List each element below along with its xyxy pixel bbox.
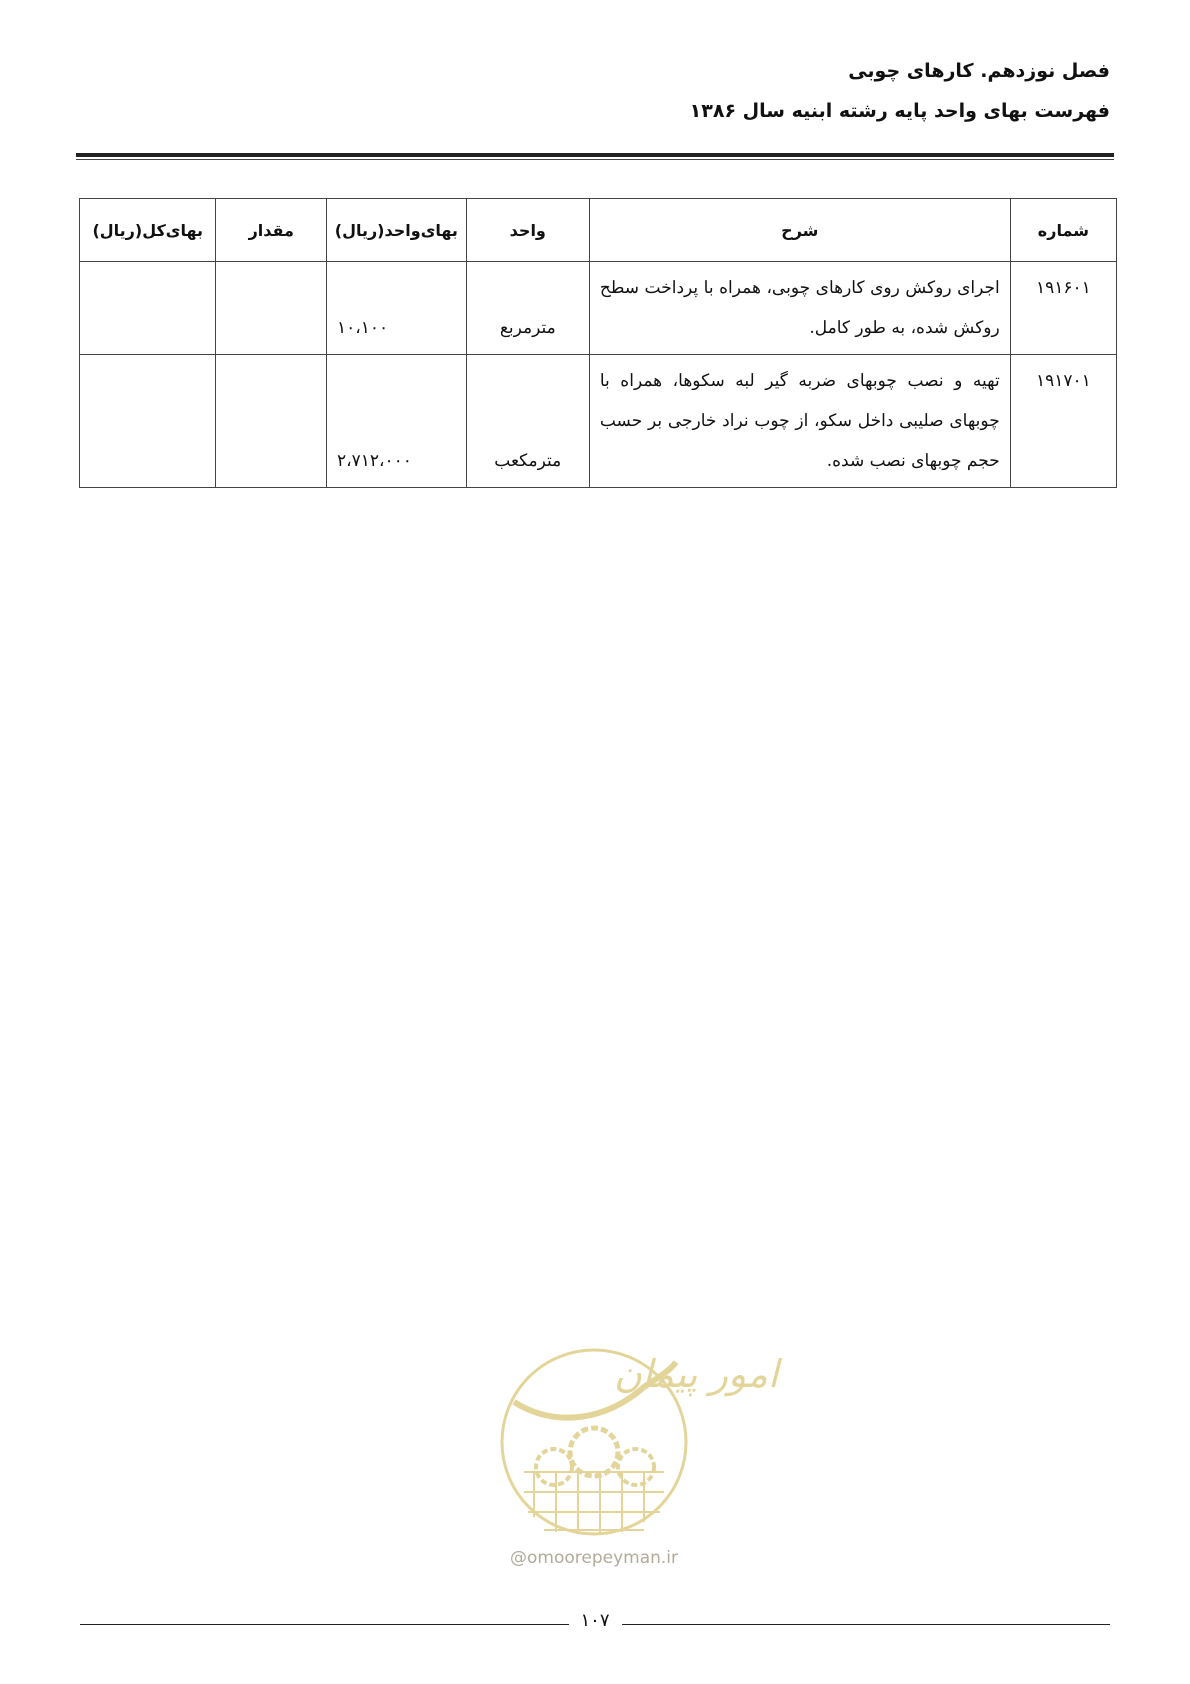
row-unit-price: ۱۰،۱۰۰ [327, 262, 467, 355]
row-number: ۱۹۱۷۰۱ [1010, 355, 1116, 488]
page-header [690, 60, 1110, 122]
row-number: ۱۹۱۶۰۱ [1010, 262, 1116, 355]
row-unit-price: ۲،۷۱۲،۰۰۰ [327, 355, 467, 488]
header-description: شرح [589, 199, 1010, 262]
row-unit: مترمربع [466, 262, 589, 355]
row-quantity [216, 262, 327, 355]
table-header-row [80, 199, 1117, 262]
chapter-title: فصل نوزدهم. کارهای چوبی [848, 60, 1110, 82]
table-row [80, 262, 1117, 355]
row-unit: مترمکعب [466, 355, 589, 488]
watermark-logo-text: امور پیمان [614, 1352, 779, 1396]
header-total-price: بهای‌کل(ریال) [80, 199, 216, 262]
page-footer [80, 1608, 1110, 1638]
row-description: تهیه و نصب چوبهای ضربه گیر لبه سکوها، همراه با چوبهای صلیبی داخل سکو، از چوب نراد خارجی بر حسب حجم چوبهای نصب شده. [589, 355, 1010, 488]
watermark-logo [494, 1332, 779, 1562]
header-rule-thick [76, 153, 1114, 157]
row-total-price [80, 355, 216, 488]
document-title: فهرست بهای واحد پایه رشته ابنیه سال ۱۳۸۶ [689, 100, 1110, 122]
row-quantity [216, 355, 327, 488]
row-description: اجرای روکش روی کارهای چوبی، همراه با پرداخت سطح روکش شده، به طور کامل. [589, 262, 1010, 355]
price-table [79, 198, 1117, 488]
header-quantity: مقدار [216, 199, 327, 262]
header-number: شماره [1010, 199, 1116, 262]
header-rule-thin [76, 159, 1114, 160]
header-unit: واحد [466, 199, 589, 262]
watermark-caption: @omoorepeyman.ir [509, 1548, 679, 1568]
table-row [80, 355, 1117, 488]
footer-rule-right [622, 1624, 1110, 1625]
page-number: ۱۰۷ [580, 1610, 610, 1631]
row-total-price [80, 262, 216, 355]
header-unit-price: بهای‌واحد(ریال) [327, 199, 467, 262]
